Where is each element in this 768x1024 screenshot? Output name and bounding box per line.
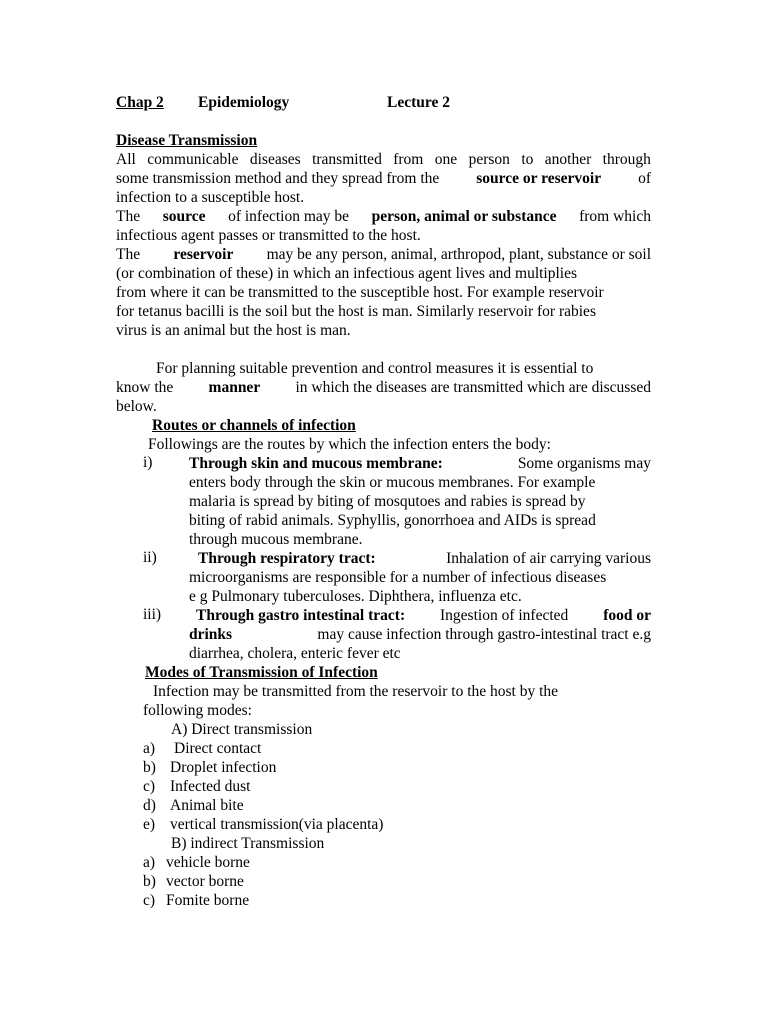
route-item-respiratory	[116, 549, 651, 606]
paragraph-line: Through gastro intestinal tract: Ingestion of infected food or	[196, 607, 651, 624]
list-item: a) Direct contact	[143, 740, 262, 757]
chapter-label: Chap 2	[116, 94, 164, 111]
route-item-number: iii)	[143, 606, 162, 623]
indirect-modes-list	[116, 853, 651, 910]
group-indirect-transmission: B) indirect Transmission	[171, 835, 325, 852]
route-item-number: i)	[143, 454, 153, 471]
paragraph-planning	[116, 359, 651, 416]
route-item-skin	[116, 454, 651, 549]
paragraph-source	[116, 207, 651, 245]
section-title-modes: Modes of Transmission of Infection	[145, 664, 378, 681]
section-title-routes: Routes or channels of infection	[152, 417, 356, 434]
paragraph-line: know the manner in which the diseases are transmitted which are discussed	[116, 379, 651, 396]
list-item: c) Fomite borne	[143, 892, 250, 909]
paragraph-communicable	[116, 150, 651, 207]
paragraph-line: Through skin and mucous membrane: Some organisms may	[189, 455, 651, 472]
paragraph-line: following modes:	[143, 702, 252, 719]
paragraph-reservoir	[116, 245, 651, 340]
paragraph-line: from where it can be transmitted to the susceptible host. For example reservoir	[116, 284, 604, 301]
list-item: d) Animal bite	[143, 797, 244, 814]
paragraph-line: infectious agent passes or transmitted to the host.	[116, 227, 421, 244]
paragraph-line: The source of infection may be person, animal or substance from which	[116, 208, 651, 225]
list-item: b) vector borne	[143, 873, 244, 890]
paragraph-line: through mucous membrane.	[189, 531, 363, 548]
paragraph-line: All communicable diseases transmitted from one person to another through	[116, 151, 651, 168]
paragraph-line: (or combination of these) in which an infectious agent lives and multiplies	[116, 265, 578, 282]
paragraph-line: for tetanus bacilli is the soil but the host is man. Similarly reservoir for rabies	[116, 303, 596, 320]
paragraph-line: infection to a susceptible host.	[116, 189, 305, 206]
section-title-disease-transmission: Disease Transmission	[116, 132, 258, 149]
paragraph-line: The reservoir may be any person, animal, arthropod, plant, substance or soil	[116, 246, 651, 263]
route-item-gastro	[116, 606, 651, 663]
direct-modes-list	[116, 739, 651, 834]
paragraph-line: e g Pulmonary tuberculoses. Diphthera, influenza etc.	[189, 588, 522, 605]
paragraph-line: diarrhea, cholera, enteric fever etc	[189, 645, 401, 662]
document-header	[116, 93, 651, 112]
list-item: b) Droplet infection	[143, 759, 277, 776]
paragraph-line: malaria is spread by biting of mosqutoes and rabies is spread by	[189, 493, 586, 510]
paragraph-line: Infection may be transmitted from the reservoir to the host by the	[153, 683, 559, 700]
paragraph-line: some transmission method and they spread from the source or reservoir of	[116, 170, 651, 187]
paragraph-line: microorganisms are responsible for a number of infectious diseases	[189, 569, 607, 586]
paragraph-line: below.	[116, 398, 157, 415]
paragraph-line: enters body through the skin or mucous membranes. For example	[189, 474, 596, 491]
paragraph-line: Through respiratory tract: Inhalation of air carrying various	[198, 550, 651, 567]
paragraph-line: virus is an animal but the host is man.	[116, 322, 351, 339]
list-item: a) vehicle borne	[143, 854, 250, 871]
paragraph-line: biting of rabid animals. Syphyllis, gonorrhoea and AIDs is spread	[189, 512, 596, 529]
route-item-number: ii)	[143, 549, 157, 566]
list-item: e) vertical transmission(via placenta)	[143, 816, 384, 833]
paragraph-line: drinks may cause infection through gastro-intestinal tract e.g	[189, 626, 651, 643]
document-content	[116, 93, 651, 910]
list-item: c) Infected dust	[143, 778, 251, 795]
subject-title: Epidemiology	[198, 94, 290, 111]
routes-intro: Followings are the routes by which the infection enters the body:	[148, 436, 551, 453]
lecture-label: Lecture 2	[387, 94, 450, 111]
paragraph-line: For planning suitable prevention and control measures it is essential to	[156, 360, 594, 377]
group-direct-transmission: A) Direct transmission	[171, 721, 313, 738]
modes-intro	[143, 682, 651, 720]
